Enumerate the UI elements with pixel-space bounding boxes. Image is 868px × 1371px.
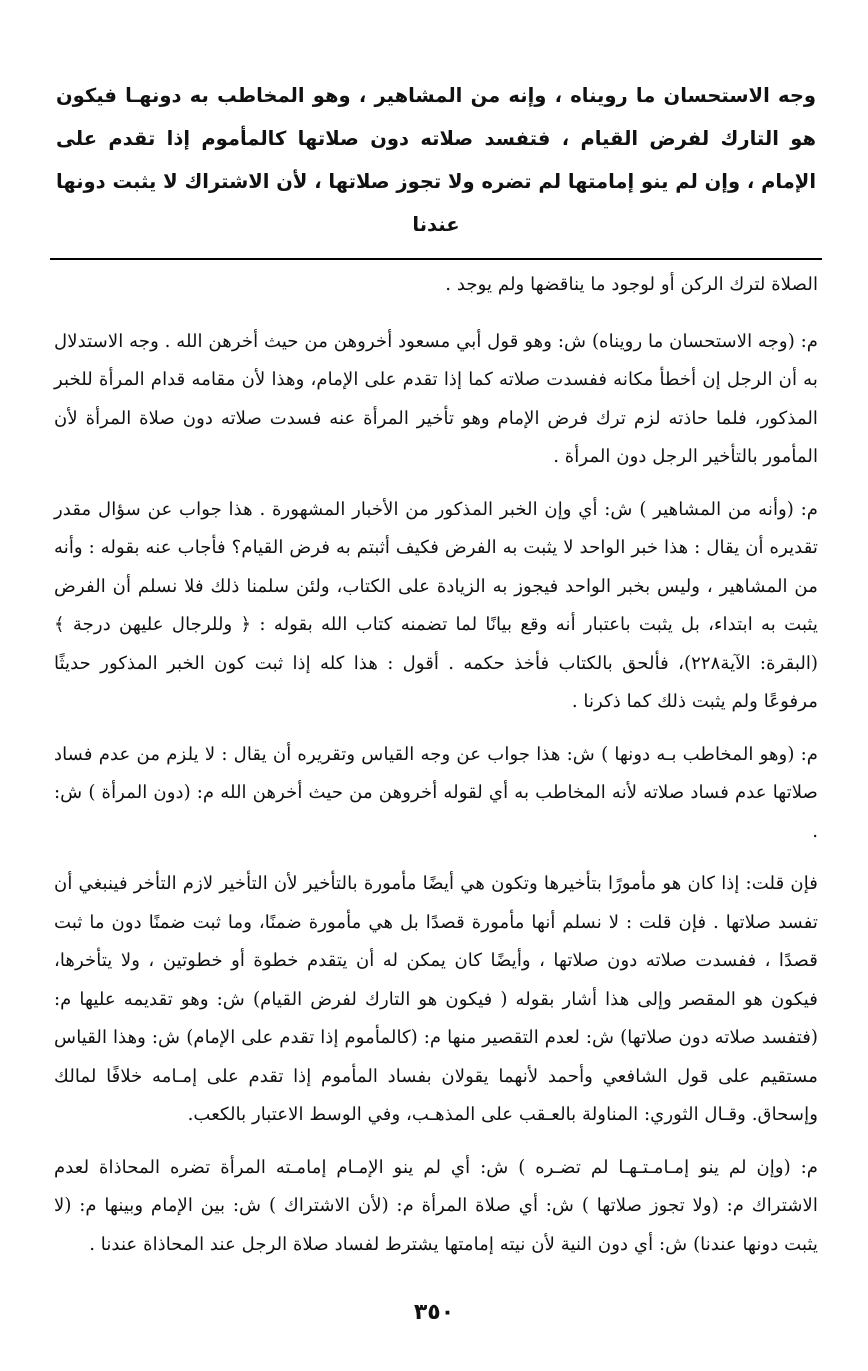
commentary-paragraph: م: (وجه الاستحسان ما رويناه) ش: وهو قول أبي مسعود أخروهن من حيث أخرهن الله . وجه الاستدلال به أن الرجل إن أخطأ مكانه ففسدت صلاته كما إذا تقدم على الإمام، وهذا لأن مقامه قدام المرأة للخبر المذكور، فلما حاذته لزم ترك فرض الإمام وهو تأخير المرأة عنه فسدت صلاته دون صلاة المرأة لأن المأمور بالتأخير الرجل دون المرأة . xyxy=(54,330,818,467)
commentary-paragraph: م: (وإن لم ينو إمـامـتـهـا لم تضـره ) ش: أي لم ينو الإمـام إمامـته المرأة تضره المحاذاة لعدم الاشتراك م: (ولا تجوز صلاتها ) ش: أي صلاة المرأة م: (لأن الاشتراك ) ش: بين الإمام وبينها م: (لا يثبت دونها عندنا) ش: أي دون النية لأن نيته إمامتها يشترط لفساد صلاة الرجل عند المحاذاة عندنا . xyxy=(54,1156,818,1255)
commentary-paragraph: م: (وهو المخاطب بـه دونها ) ش: هذا جواب عن وجه القياس وتقريره أن يقال : لا يلزم من عدم فساد صلاتها عدم فساد صلاته لأنه المخاطب به أي لقوله أخروهن من حيث أخرهن الله م: (دون المرأة ) ش: . xyxy=(54,743,818,842)
commentary-paragraph: الصلاة لترك الركن أو لوجود ما يناقضها ولم يوجد . xyxy=(445,274,818,295)
page-body xyxy=(50,74,822,1278)
commentary-paragraph: فإن قلت: إذا كان هو مأمورًا بتأخيرها وتكون هي أيضًا مأمورة بالتأخير لأن التأخير لازم التأخر فينبغي أن تفسد صلاتها . فإن قلت : لا نسلم أنها مأمورة قصدًا بل هي مأمورة ضمنًا، وما ثبت ضمنًا دون ما ثبت قصدًا ، ففسدت صلاته دون صلاتها ، وأيضًا كان يمكن له أن يتقدم خطوة أو خطوتين ، ولا يتأخرها، فيكون هو المقصر وإلى هذا أشار بقوله ( فيكون هو التارك لفرض القيام) ش: وهو تقديمه عليها م: (فتفسد صلاته دون صلاتها) ش: لعدم التقصير منها م: (كالمأموم إذا تقدم على الإمام) ش: وهذا القياس مستقيم على قول الشافعي وأحمد لأنهما يقولان بفساد المأموم إذا تقدم على إمـامه خلافًا لمالك وإسحاق. وقـال الثوري: المناولة بالعـقب على المذهـب، وفي الوسط الاعتبار بالكعب. xyxy=(54,873,818,1125)
matn-text: وجه الاستحسان ما رويناه ، وإنه من المشاهير ، وهو المخاطب به دونهـا فيكون هو التارك لفرض القيام ، فتفسد صلاته دون صلاتها كالمأموم إذا تقدم على الإمام ، وإن لم ينو إمامتها لم تضره ولا تجوز صلاتها ، لأن الاشتراك لا يثبت دونها عندنا xyxy=(56,84,816,236)
separator-line xyxy=(50,258,822,260)
page-number: ٣٥٠ xyxy=(413,1300,455,1325)
commentary-paragraph: م: (وأنه من المشاهير ) ش: أي وإن الخبر المذكور من الأخبار المشهورة . هذا جواب عن سؤال مقدر تقديره أن يقال : هذا خبر الواحد لا يثبت به الفرض فكيف أثبتم به فرض القيام؟ فأجاب عنه بقوله : وأنه من المشاهير ، وليس بخبر الواحد فيجوز به الزيادة على الكتاب، ولئن سلمنا ذلك فلا نسلم أن الفرض يثبت به ابتداء، بل يثبت باعتبار أنه وقع بيانًا لما تضمنه كتاب الله بقوله : ﴿ وللرجال عليهن درجة ﴾ (البقرة: الآية٢٢٨)، فألحق بالكتاب فأخذ حكمه . أقول : هذا كله إذا ثبت كون الخبر المذكور حديثًا مرفوعًا ولم يثبت ذلك كما ذكرنا . xyxy=(54,498,819,712)
commentary xyxy=(50,266,822,1264)
